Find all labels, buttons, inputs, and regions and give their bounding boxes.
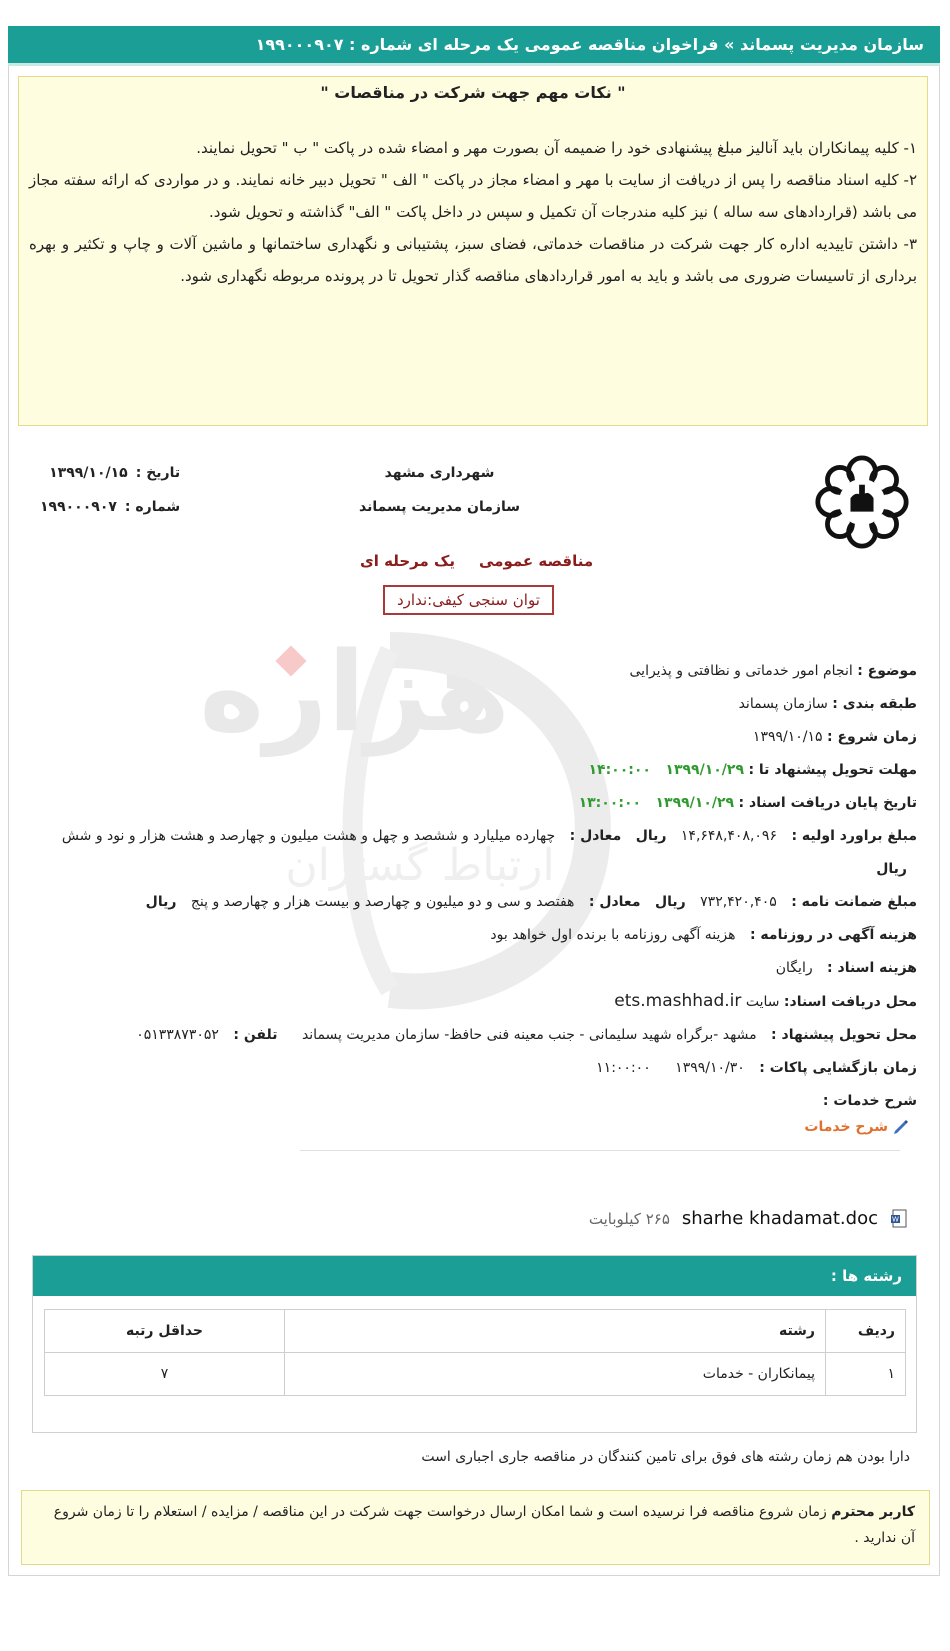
note-item-2: ۲- کلیه اسناد مناقصه را پس از دریافت از سایت با مهر و امضاء مجاز در پاکت " الف " تحویل دبیر خانه نمایند. و در مواردی که ارائه سفته مجاز می باشد (قراردادهای سه ساله ) نیز کلیه مندرجات آن تکمیل و سپس در داخل پاکت " الف" گذاشته و تحویل شود. [29, 171, 917, 221]
tender-type [360, 552, 593, 570]
field-ad-cost: هزینه آگهی در روزنامه : هزینه آگهی روزنامه با برنده اول خواهد بود [490, 927, 917, 943]
quality-assessment-box: توان سنجی کیفی:ندارد [383, 585, 554, 615]
number-value: ۱۹۹۰۰۰۹۰۷ [40, 499, 117, 515]
col-row-number: ردیف [826, 1310, 906, 1353]
cell-row-number: ۱ [826, 1353, 906, 1396]
field-estimate: مبلغ براورد اولیه : ۱۴,۶۴۸,۴۰۸,۰۹۶ ریال معادل : چهارده میلیارد و ششصد و چهل و هشت میلیون و چهارصد و هشت هزار و نود و شش ریال [61, 828, 917, 877]
page-title: سازمان مدیریت پسماند » فراخوان مناقصه عمومی یک مرحله ای شماره : ۱۹۹۰۰۰۹۰۷ [255, 35, 924, 54]
edit-pencil-icon [892, 1118, 910, 1136]
table-header-row [45, 1310, 906, 1353]
warning-lead: کاربر محترم [831, 1504, 915, 1520]
notes-title: " نکات مهم جهت شرکت در مناقصات " [320, 83, 626, 102]
field-doc-cost: هزینه اسناد : رایگان [775, 960, 917, 976]
requirement-note: دارا بودن هم زمان رشته های فوق برای تامین کنندگان در مناقصه جاری اجباری است [421, 1449, 910, 1465]
field-guarantee: مبلغ ضمانت نامه : ۷۳۲,۴۲۰,۴۰۵ ریال معادل : هفتصد و سی و دو میلیون و چهارصد و بیست هزار و چهارصد و پنج ریال [145, 894, 917, 910]
col-field: رشته [285, 1310, 826, 1353]
word-document-icon [890, 1209, 908, 1229]
date-label: تاریخ : [135, 465, 181, 481]
municipality-logo [814, 454, 910, 550]
document-header [30, 448, 910, 548]
date-number-block [40, 456, 180, 524]
table-row [45, 1353, 906, 1396]
services-link-label: شرح خدمات [804, 1119, 888, 1135]
org-line-1: شهرداری مشهد [384, 465, 495, 481]
svg-text:W: W [892, 1215, 899, 1223]
receive-site-link[interactable]: ets.mashhad.ir [614, 991, 742, 1011]
field-delivery: محل تحویل پیشنهاد : مشهد -برگراه شهید سلیمانی - جنب معینه فنی حافظ- سازمان مدیریت پسماند تلفن : ۰۵۱۳۳۸۷۳۰۵۲ [136, 1027, 917, 1043]
field-start: زمان شروع : ۱۳۹۹/۱۰/۱۵ [752, 729, 917, 745]
number-label: شماره : [124, 499, 181, 515]
date-value: ۱۳۹۹/۱۰/۱۵ [49, 465, 128, 481]
tender-type-a: مناقصه عمومی [478, 552, 594, 570]
attachment-size: ۲۶۵ کیلوبایت [588, 1209, 670, 1228]
attachment-name[interactable]: sharhe khadamat.doc [681, 1208, 878, 1229]
field-docs-end: تاریخ پایان دریافت اسناد : ۱۳۹۹/۱۰/۲۹ ۱۳:۰۰:۰۰ [578, 795, 917, 811]
field-deadline: مهلت تحویل پیشنهاد تا : ۱۳۹۹/۱۰/۲۹ ۱۴:۰۰:۰۰ [588, 762, 917, 778]
watermark-text: هزاره [199, 628, 510, 756]
attachment-row[interactable] [589, 1208, 908, 1229]
tender-fields [37, 655, 917, 1118]
fields-table-box [32, 1255, 917, 1433]
org-names [359, 456, 520, 524]
services-link[interactable] [804, 1118, 910, 1136]
tender-type-b: یک مرحله ای [360, 552, 455, 570]
note-item-1: ۱- کلیه پیمانکاران باید آنالیز مبلغ پیشنهادی خود را ضمیمه آن بصورت مهر و امضاء شده در پاکت " ب " تحویل نمایند. [196, 139, 917, 157]
important-notes-box [18, 76, 928, 426]
field-subject: موضوع : انجام امور خدماتی و نظافتی و پذیرایی [629, 663, 917, 679]
cell-min-rank: ۷ [45, 1353, 285, 1396]
field-services: شرح خدمات : [822, 1093, 917, 1109]
divider [300, 1150, 900, 1151]
cell-field: پیمانکاران - خدمات [285, 1353, 826, 1396]
warning-box [21, 1490, 930, 1565]
warning-text: زمان شروع مناقصه فرا نرسیده است و شما امکان ارسال درخواست جهت شرکت در این مناقصه / مزایده / استعلام را تا زمان شروع آن ندارید . [53, 1504, 915, 1546]
field-receive-docs: محل دریافت اسناد: سایت ets.mashhad.ir [614, 991, 917, 1011]
col-min-rank: حداقل رتبه [45, 1310, 285, 1353]
field-opening: زمان بازگشایی پاکات : ۱۳۹۹/۱۰/۳۰ ۱۱:۰۰:۰۰ [596, 1060, 917, 1076]
field-category: طبقه بندی : سازمان پسماند [738, 696, 917, 712]
note-item-3: ۳- داشتن تاییدیه اداره کار جهت شرکت در مناقصات خدماتی، فضای سبز، پشتیبانی و نگهداری ساختمانها و ماشین آلات و چاپ و تکثیر و بهره برداری از تاسیسات ضروری می باشد و باید به امور قراردادهای مناقصه گذار تحویل تا در پرونده مربوطه نگهداری شود. [29, 235, 917, 285]
org-line-2: سازمان مدیریت پسماند [359, 499, 520, 515]
page-header [8, 26, 940, 66]
fields-table [44, 1309, 906, 1396]
fields-table-title: رشته ها : [33, 1256, 916, 1296]
watermark-sub: ارتباط گستران [285, 840, 555, 891]
